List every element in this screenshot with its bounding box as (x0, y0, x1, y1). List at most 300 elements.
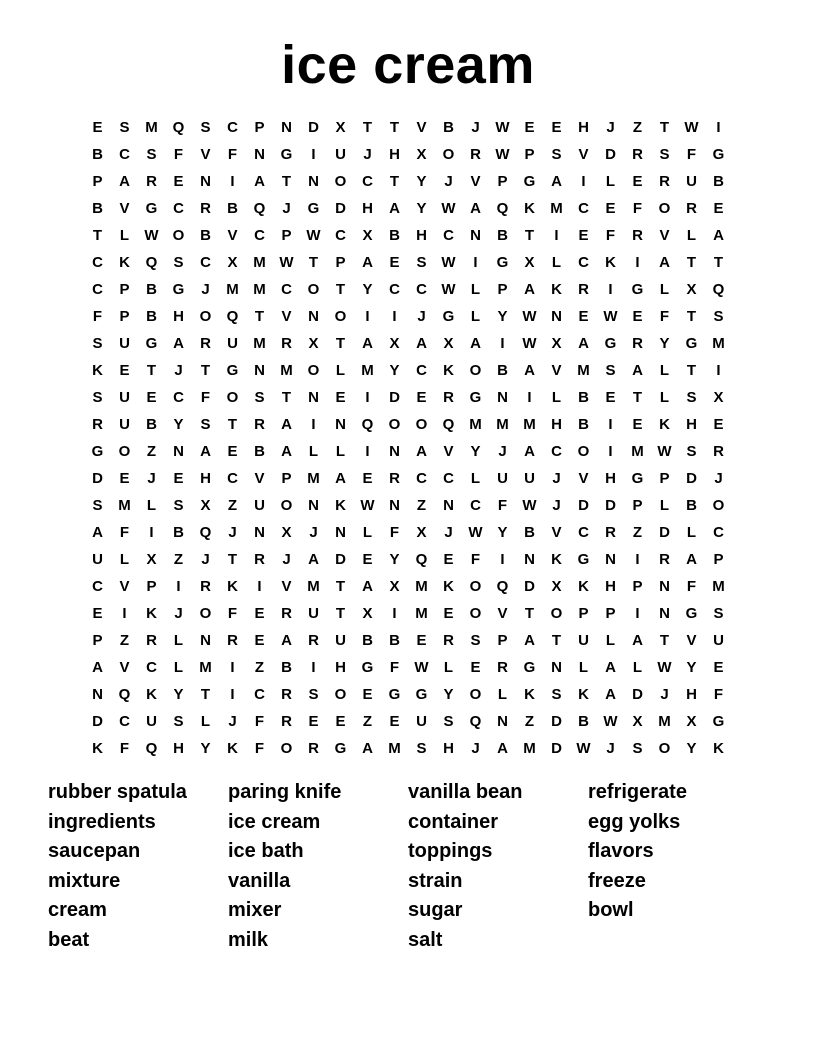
grid-letter: J (471, 740, 480, 757)
grid-letter: E (227, 443, 238, 460)
grid-letter: R (281, 605, 292, 622)
grid-letter: S (470, 632, 481, 649)
grid-letter: G (631, 281, 644, 298)
grid-letter: M (307, 470, 320, 487)
grid-letter: X (713, 389, 724, 406)
grid-letter: G (523, 659, 536, 676)
grid-letter: D (335, 551, 346, 568)
grid-letter: M (523, 740, 536, 757)
grid-letter: K (659, 416, 670, 433)
grid-letter: B (524, 524, 535, 541)
grid-letter: A (632, 362, 643, 379)
grid-letter: A (389, 200, 400, 217)
grid-letter: O (334, 308, 347, 325)
grid-letter: P (119, 308, 130, 325)
grid-letter: C (335, 227, 346, 244)
grid-letter: G (685, 335, 698, 352)
grid-letter: G (604, 335, 617, 352)
grid-letter: L (551, 254, 562, 271)
grid-letter: F (119, 740, 130, 757)
grid-letter: W (441, 200, 456, 217)
grid-letter: I (554, 227, 559, 244)
grid-letter: P (281, 470, 292, 487)
grid-letter: N (308, 389, 319, 406)
grid-letter: W (522, 497, 537, 514)
grid-letter: O (469, 362, 482, 379)
grid-letter: T (389, 173, 400, 190)
grid-letter: M (118, 497, 131, 514)
grid-letter: F (713, 686, 724, 703)
grid-letter: E (713, 659, 724, 676)
grid-letter: I (230, 173, 235, 190)
grid-letter: T (524, 227, 535, 244)
grid-row (84, 411, 732, 438)
grid-letter: K (119, 254, 130, 271)
grid-letter: T (362, 119, 373, 136)
grid-letter: R (470, 146, 481, 163)
grid-letter: X (227, 254, 238, 271)
grid-letter: B (686, 497, 697, 514)
grid-letter: C (119, 713, 130, 730)
grid-letter: F (605, 227, 616, 244)
grid-letter: R (443, 632, 454, 649)
grid-letter: G (631, 470, 644, 487)
grid-letter: X (362, 227, 373, 244)
grid-letter: R (308, 740, 319, 757)
grid-letter: H (362, 200, 373, 217)
grid-letter: L (659, 497, 670, 514)
grid-letter: R (146, 632, 157, 649)
grid-letter: Q (253, 200, 266, 217)
word-column (408, 778, 588, 956)
grid-letter: U (227, 335, 238, 352)
grid-letter: N (524, 551, 535, 568)
grid-letter: R (443, 389, 454, 406)
grid-letter: Z (173, 551, 184, 568)
grid-letter: X (686, 281, 697, 298)
grid-letter: Y (362, 281, 373, 298)
grid-letter: C (92, 578, 103, 595)
grid-row (84, 735, 732, 762)
grid-letter: F (686, 146, 697, 163)
grid-letter: E (632, 416, 643, 433)
grid-letter: G (145, 335, 158, 352)
grid-letter: E (713, 416, 724, 433)
grid-letter: A (578, 335, 589, 352)
grid-row (84, 357, 732, 384)
grid-letter: K (713, 740, 724, 757)
grid-letter: P (497, 281, 508, 298)
page-title: ice cream (281, 35, 535, 95)
grid-letter: L (335, 443, 346, 460)
grid-letter: T (551, 632, 562, 649)
grid-letter: R (713, 443, 724, 460)
grid-letter: K (551, 551, 562, 568)
grid-letter: S (659, 146, 670, 163)
grid-letter: C (200, 254, 211, 271)
grid-letter: V (200, 146, 211, 163)
grid-letter: J (471, 119, 480, 136)
grid-letter: U (92, 551, 103, 568)
grid-letter: A (524, 362, 535, 379)
grid-letter: R (92, 416, 103, 433)
grid-letter: H (578, 119, 589, 136)
grid-letter: Z (632, 524, 643, 541)
grid-letter: C (416, 362, 427, 379)
grid-letter: U (335, 146, 346, 163)
grid-letter: G (496, 254, 509, 271)
grid-letter: T (686, 362, 697, 379)
grid-letter: C (227, 470, 238, 487)
grid-letter: X (362, 605, 373, 622)
grid-letter: T (254, 308, 265, 325)
grid-letter: E (632, 173, 643, 190)
grid-letter: A (281, 443, 292, 460)
grid-letter: D (686, 470, 697, 487)
grid-letter: U (713, 632, 724, 649)
grid-letter: D (632, 686, 643, 703)
grid-letter: K (146, 686, 157, 703)
grid-letter: R (281, 335, 292, 352)
grid-letter: V (281, 578, 292, 595)
grid-letter: N (389, 443, 400, 460)
grid-letter: T (146, 362, 157, 379)
grid-letter: N (335, 524, 346, 541)
grid-letter: Q (496, 200, 509, 217)
grid-letter: I (716, 362, 721, 379)
grid-letter: N (659, 578, 670, 595)
grid-letter: Q (361, 416, 374, 433)
grid-letter: N (389, 497, 400, 514)
grid-letter: W (495, 119, 510, 136)
grid-letter: W (657, 443, 672, 460)
grid-letter: L (470, 308, 481, 325)
grid-letter: P (146, 578, 157, 595)
grid-letter: T (92, 227, 103, 244)
grid-letter: R (146, 173, 157, 190)
grid-letter: D (335, 200, 346, 217)
grid-letter: V (119, 578, 130, 595)
grid-letter: E (173, 470, 184, 487)
grid-letter: U (416, 713, 427, 730)
grid-letter: H (605, 578, 616, 595)
grid-letter: X (632, 713, 643, 730)
grid-letter: Y (173, 686, 184, 703)
grid-letter: S (686, 389, 697, 406)
grid-letter: W (144, 227, 159, 244)
grid-letter: E (578, 308, 589, 325)
grid-letter: C (92, 254, 103, 271)
grid-letter: C (551, 443, 562, 460)
word-list-item: toppings (408, 840, 493, 863)
grid-letter: U (686, 173, 697, 190)
grid-letter: I (257, 578, 262, 595)
grid-letter: X (524, 254, 535, 271)
grid-letter: G (226, 362, 239, 379)
grid-letter: T (713, 254, 724, 271)
grid-letter: N (308, 308, 319, 325)
word-list-item: freeze (588, 869, 646, 892)
grid-letter: D (92, 713, 103, 730)
grid-letter: E (335, 389, 346, 406)
word-column (588, 778, 768, 956)
grid-letter: O (577, 443, 590, 460)
grid-letter: K (551, 281, 562, 298)
grid-letter: Z (524, 713, 535, 730)
grid-letter: N (200, 173, 211, 190)
grid-letter: L (497, 686, 508, 703)
grid-row (84, 249, 732, 276)
word-list-item: milk (228, 928, 269, 951)
grid-letter: P (713, 551, 724, 568)
grid-letter: F (389, 659, 400, 676)
grid-letter: N (497, 389, 508, 406)
grid-letter: F (659, 308, 670, 325)
grid-letter: O (469, 686, 482, 703)
grid-letter: Y (686, 740, 697, 757)
grid-letter: I (635, 551, 640, 568)
grid-letter: O (307, 362, 320, 379)
grid-letter: K (443, 578, 454, 595)
grid-letter: J (174, 362, 183, 379)
grid-letter: O (280, 740, 293, 757)
grid-letter: Y (389, 551, 400, 568)
grid-letter: S (146, 146, 157, 163)
grid-letter: D (308, 119, 319, 136)
grid-letter: O (712, 497, 725, 514)
grid-letter: P (92, 173, 103, 190)
grid-letter: T (524, 605, 535, 622)
grid-letter: M (577, 362, 590, 379)
grid-letter: F (227, 146, 238, 163)
grid-letter: U (119, 389, 130, 406)
grid-letter: O (307, 281, 320, 298)
word-list-item: salt (408, 928, 443, 951)
grid-letter: X (389, 335, 400, 352)
grid-letter: A (416, 335, 427, 352)
grid-letter: G (91, 443, 104, 460)
grid-letter: O (199, 605, 212, 622)
grid-letter: B (173, 524, 184, 541)
grid-letter: S (416, 740, 427, 757)
grid-letter: O (388, 416, 401, 433)
grid-letter: A (524, 632, 535, 649)
grid-letter: P (632, 497, 643, 514)
grid-letter: L (632, 659, 643, 676)
grid-letter: S (605, 362, 616, 379)
grid-row (84, 222, 732, 249)
grid-letter: O (469, 605, 482, 622)
grid-letter: N (470, 227, 481, 244)
grid-letter: S (632, 740, 643, 757)
grid-letter: M (253, 254, 266, 271)
grid-letter: I (392, 308, 397, 325)
grid-letter: P (659, 470, 670, 487)
grid-letter: S (173, 497, 184, 514)
grid-letter: E (632, 308, 643, 325)
grid-letter: Q (415, 551, 428, 568)
grid-row (84, 546, 732, 573)
grid-letter: I (149, 524, 154, 541)
grid-letter: A (605, 686, 616, 703)
grid-letter: P (497, 632, 508, 649)
grid-letter: M (712, 335, 725, 352)
grid-letter: J (417, 308, 426, 325)
grid-letter: B (578, 713, 589, 730)
grid-letter: L (551, 389, 562, 406)
grid-letter: S (713, 308, 724, 325)
grid-letter: N (308, 497, 319, 514)
grid-letter: U (119, 416, 130, 433)
grid-letter: L (173, 659, 184, 676)
grid-letter: F (254, 740, 265, 757)
grid-letter: W (414, 659, 429, 676)
grid-letter: L (659, 281, 670, 298)
grid-letter: Q (118, 686, 131, 703)
grid-letter: H (551, 416, 562, 433)
grid-letter: S (416, 254, 427, 271)
grid-letter: M (145, 119, 158, 136)
word-list-item: mixer (228, 899, 282, 922)
grid-letter: R (632, 146, 643, 163)
grid-letter: P (281, 227, 292, 244)
grid-letter: T (335, 335, 346, 352)
grid-letter: A (713, 227, 724, 244)
grid-letter: V (659, 227, 670, 244)
grid-letter: L (605, 173, 616, 190)
grid-letter: H (443, 740, 454, 757)
grid-letter: Z (416, 497, 427, 514)
grid-letter: Y (389, 362, 400, 379)
grid-row (84, 330, 732, 357)
grid-letter: A (605, 659, 616, 676)
grid-letter: J (444, 173, 453, 190)
grid-letter: M (712, 578, 725, 595)
grid-letter: D (551, 713, 562, 730)
grid-letter: I (635, 254, 640, 271)
grid-letter: A (173, 335, 184, 352)
grid-letter: A (308, 551, 319, 568)
grid-letter: M (361, 362, 374, 379)
grid-letter: C (389, 281, 400, 298)
grid-letter: A (686, 551, 697, 568)
grid-letter: I (311, 416, 316, 433)
grid-letter: R (659, 551, 670, 568)
grid-letter: R (227, 632, 238, 649)
grid-letter: N (92, 686, 103, 703)
grid-letter: F (173, 146, 184, 163)
grid-letter: G (442, 308, 455, 325)
grid-letter: L (686, 524, 697, 541)
grid-letter: R (632, 227, 643, 244)
grid-letter: J (309, 524, 318, 541)
grid-row (84, 168, 732, 195)
grid-row (84, 627, 732, 654)
grid-letter: K (578, 578, 589, 595)
grid-letter: B (146, 308, 157, 325)
grid-letter: R (308, 632, 319, 649)
grid-letter: O (550, 605, 563, 622)
grid-letter: K (578, 686, 589, 703)
grid-letter: O (658, 740, 671, 757)
grid-letter: C (713, 524, 724, 541)
grid-letter: S (92, 389, 103, 406)
grid-letter: V (551, 524, 562, 541)
grid-letter: M (388, 740, 401, 757)
word-list-item: ice cream (228, 810, 321, 833)
grid-letter: O (469, 578, 482, 595)
grid-letter: E (389, 713, 400, 730)
grid-letter: R (632, 335, 643, 352)
grid-letter: J (147, 470, 156, 487)
grid-letter: C (578, 524, 589, 541)
grid-letter: O (226, 389, 239, 406)
grid-letter: W (603, 308, 618, 325)
grid-letter: A (497, 740, 508, 757)
grid-letter: C (362, 173, 373, 190)
grid-letter: O (199, 308, 212, 325)
grid-letter: G (334, 740, 347, 757)
grid-letter: K (227, 578, 238, 595)
grid-letter: K (524, 200, 535, 217)
grid-letter: D (605, 497, 616, 514)
grid-letter: J (444, 524, 453, 541)
grid-letter: Z (119, 632, 130, 649)
grid-letter: E (362, 686, 373, 703)
grid-letter: C (227, 119, 238, 136)
grid-letter: G (388, 686, 401, 703)
grid-letter: C (254, 227, 265, 244)
grid-letter: I (365, 308, 370, 325)
grid-letter: B (497, 227, 508, 244)
grid-letter: H (173, 308, 184, 325)
grid-letter: T (335, 281, 346, 298)
grid-letter: E (389, 254, 400, 271)
grid-letter: R (281, 713, 292, 730)
grid-letter: E (443, 605, 454, 622)
grid-letter: J (228, 713, 237, 730)
grid-letter: T (659, 632, 670, 649)
grid-letter: W (684, 119, 699, 136)
grid-letter: B (362, 632, 373, 649)
grid-letter: M (307, 578, 320, 595)
grid-letter: J (282, 200, 291, 217)
grid-letter: W (468, 524, 483, 541)
grid-letter: L (146, 497, 157, 514)
grid-letter: R (254, 551, 265, 568)
grid-letter: Q (172, 119, 185, 136)
grid-letter: Q (442, 416, 455, 433)
word-list-item: rubber spatula (48, 781, 187, 803)
grid-letter: M (550, 200, 563, 217)
grid-letter: S (92, 335, 103, 352)
grid-letter: V (497, 605, 508, 622)
grid-letter: I (581, 173, 586, 190)
word-list-item: ice bath (228, 840, 304, 863)
grid-letter: R (497, 659, 508, 676)
grid-letter: Z (254, 659, 265, 676)
grid-letter: N (173, 443, 184, 460)
grid-letter: Y (443, 686, 454, 703)
grid-letter: U (497, 470, 508, 487)
grid-letter: O (172, 227, 185, 244)
grid-letter: L (443, 659, 454, 676)
grid-letter: O (442, 146, 455, 163)
grid-letter: N (497, 713, 508, 730)
grid-letter: N (200, 632, 211, 649)
grid-letter: Y (470, 443, 481, 460)
grid-letter: A (470, 200, 481, 217)
